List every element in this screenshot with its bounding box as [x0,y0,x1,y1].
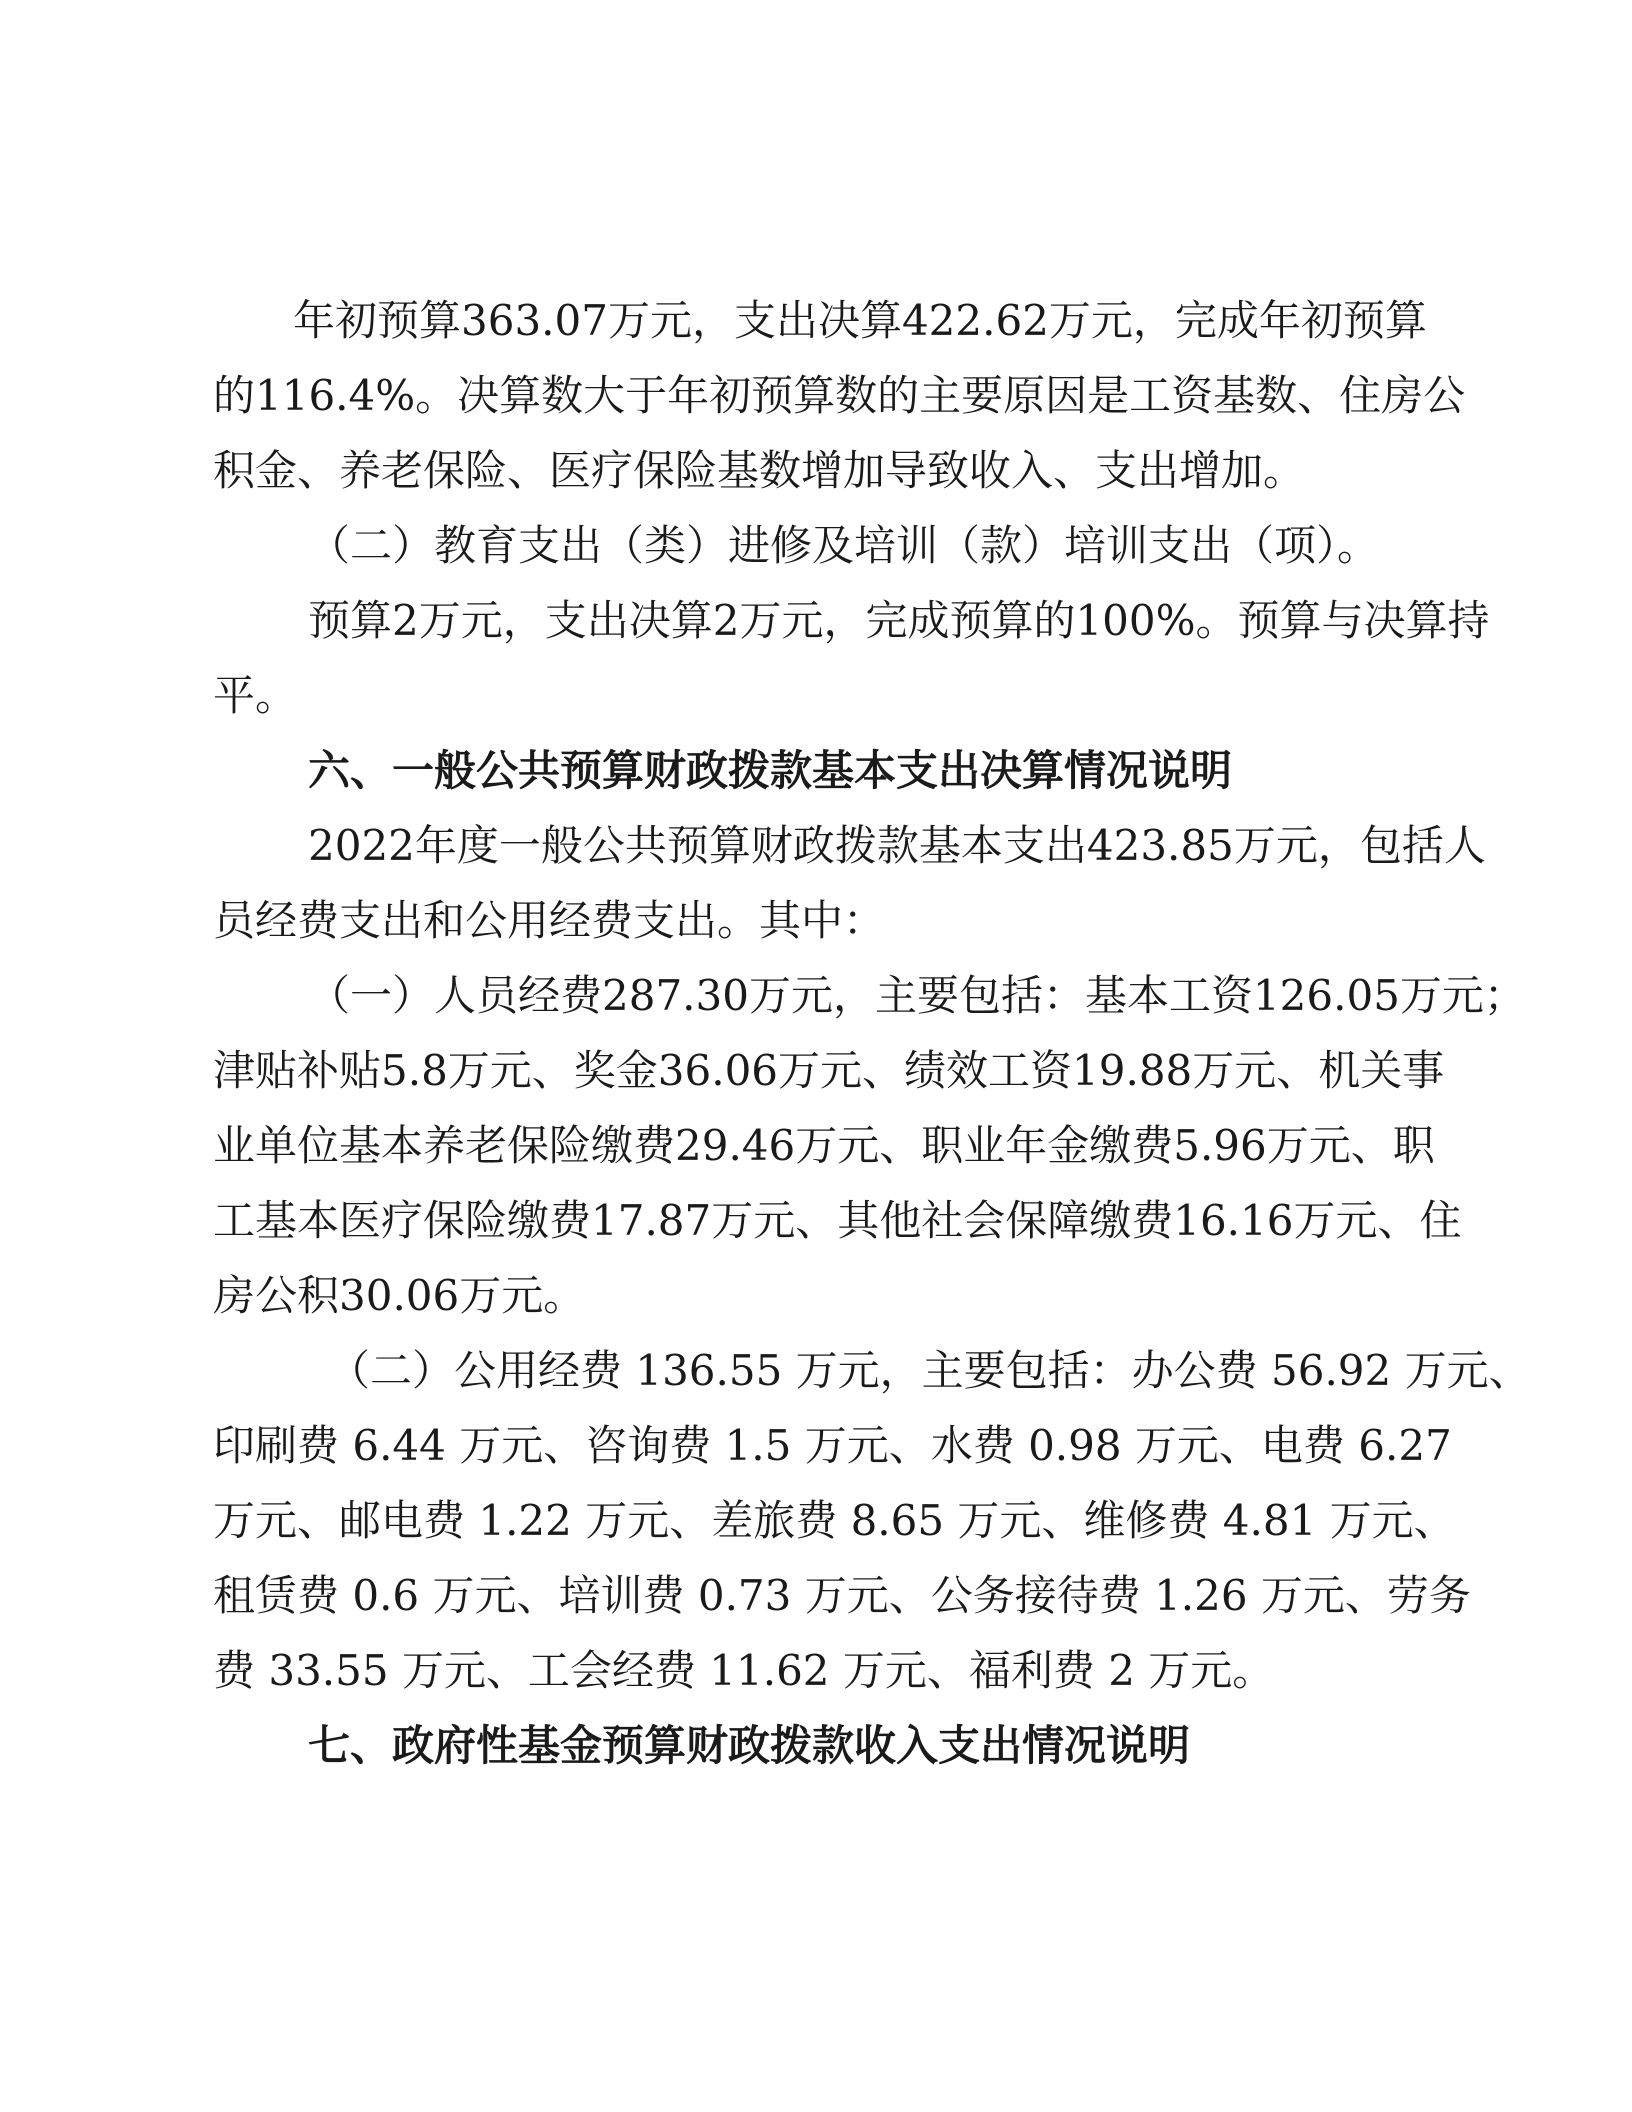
paragraph-line: 积金、养老保险、医疗保险基数增加导致收入、支出增加。 [213,446,1306,495]
paragraph-line: 津贴补贴5.8万元、奖金36.06万元、绩效工资19.88万元、机关事 [213,1046,1445,1095]
paragraph-line: 年初预算363.07万元，支出决算422.62万元，完成年初预算 [293,296,1427,345]
paragraph-line: 2022年度一般公共预算财政拨款基本支出423.85万元，包括人 [308,821,1486,870]
paragraph-line: （一）人员经费287.30万元，主要包括：基本工资126.05万元； [308,971,1526,1020]
paragraph-line: 业单位基本养老保险缴费29.46万元、职业年金缴费5.96万元、职 [213,1121,1435,1170]
paragraph-line: 费 33.55 万元、工会经费 11.62 万元、福利费 2 万元。 [213,1646,1275,1695]
paragraph-line: 预算2万元，支出决算2万元，完成预算的100%。预算与决算持 [308,596,1490,645]
subsection-heading: （二）教育支出（类）进修及培训（款）培训支出（项）。 [308,521,1380,570]
paragraph-line: （二）公用经费 136.55 万元，主要包括：办公费 56.92 万元、 [328,1346,1531,1395]
paragraph-line: 租赁费 0.6 万元、培训费 0.73 万元、公务接待费 1.26 万元、劳务 [213,1571,1471,1620]
paragraph-line: 员经费支出和公用经费支出。其中： [213,896,886,945]
section-heading-six: 六、一般公共预算财政拨款基本支出决算情况说明 [308,746,1233,795]
paragraph-line: 工基本医疗保险缴费17.87万元、其他社会保障缴费16.16万元、住 [213,1196,1462,1245]
paragraph-line: 平。 [213,671,298,720]
section-heading-seven: 七、政府性基金预算财政拨款收入支出情况说明 [308,1721,1191,1770]
paragraph-line: 房公积30.06万元。 [213,1271,586,1320]
paragraph-line: 万元、邮电费 1.22 万元、差旅费 8.65 万元、维修费 4.81 万元、 [213,1496,1456,1545]
paragraph-line: 的116.4%。决算数大于年初预算数的主要原因是工资基数、住房公 [213,371,1466,420]
paragraph-line: 印刷费 6.44 万元、咨询费 1.5 万元、水费 0.98 万元、电费 6.27 [213,1421,1452,1470]
